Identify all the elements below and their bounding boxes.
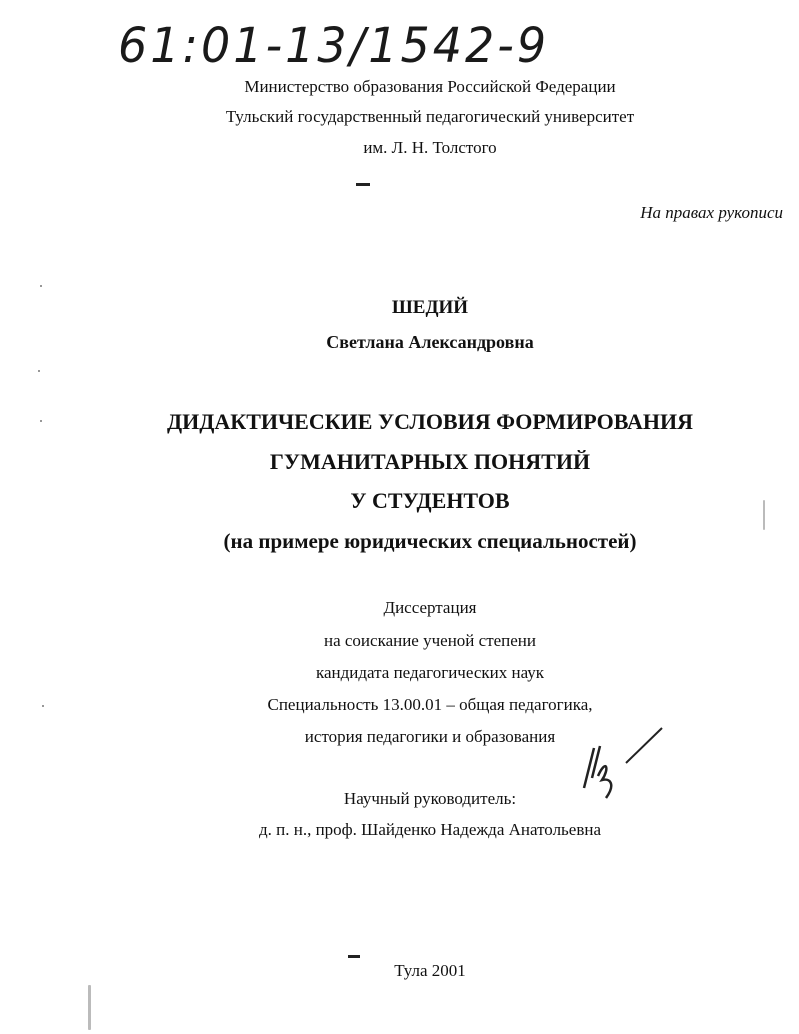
scan-speck: [40, 285, 42, 287]
manuscript-rights: На правах рукописи: [640, 203, 783, 222]
degree-line-3: Специальность 13.00.01 – общая педагогика,: [267, 695, 593, 714]
degree-line-1: на соискание ученой степени: [323, 631, 537, 650]
title-line-2: ГУМАНИТАРНЫХ ПОНЯТИЙ: [269, 449, 591, 474]
university-name-line: им. Л. Н. Толстого: [363, 138, 497, 157]
supervisor-label: Научный руководитель:: [343, 789, 517, 808]
author-surname: ШЕДИЙ: [391, 297, 469, 318]
scan-speck: [40, 420, 42, 422]
degree-type: Диссертация: [383, 598, 477, 617]
handwritten-archive-number: 61:01-13/1542-9: [118, 16, 550, 74]
scan-mark: [348, 955, 360, 958]
scan-mark: [356, 183, 370, 186]
scan-speck: [38, 370, 40, 372]
author-given-names: Светлана Александровна: [326, 332, 534, 352]
ministry-line: Министерство образования Российской Федерации: [244, 77, 616, 96]
title-subtitle: (на примере юридических специальностей): [223, 529, 637, 553]
degree-line-4: история педагогики и образования: [304, 727, 556, 746]
scan-edge: [763, 500, 765, 530]
degree-line-2: кандидата педагогических наук: [315, 663, 545, 682]
scan-edge: [88, 985, 91, 1030]
title-line-3: У СТУДЕНТОВ: [350, 488, 510, 513]
scan-speck: [42, 705, 44, 707]
title-line-1: ДИДАКТИЧЕСКИЕ УСЛОВИЯ ФОРМИРОВАНИЯ: [166, 409, 693, 434]
university-line: Тульский государственный педагогический университет: [225, 107, 635, 126]
city-year: Тула 2001: [394, 961, 466, 980]
supervisor-name: д. п. н., проф. Шайденко Надежда Анатольевна: [258, 820, 602, 839]
